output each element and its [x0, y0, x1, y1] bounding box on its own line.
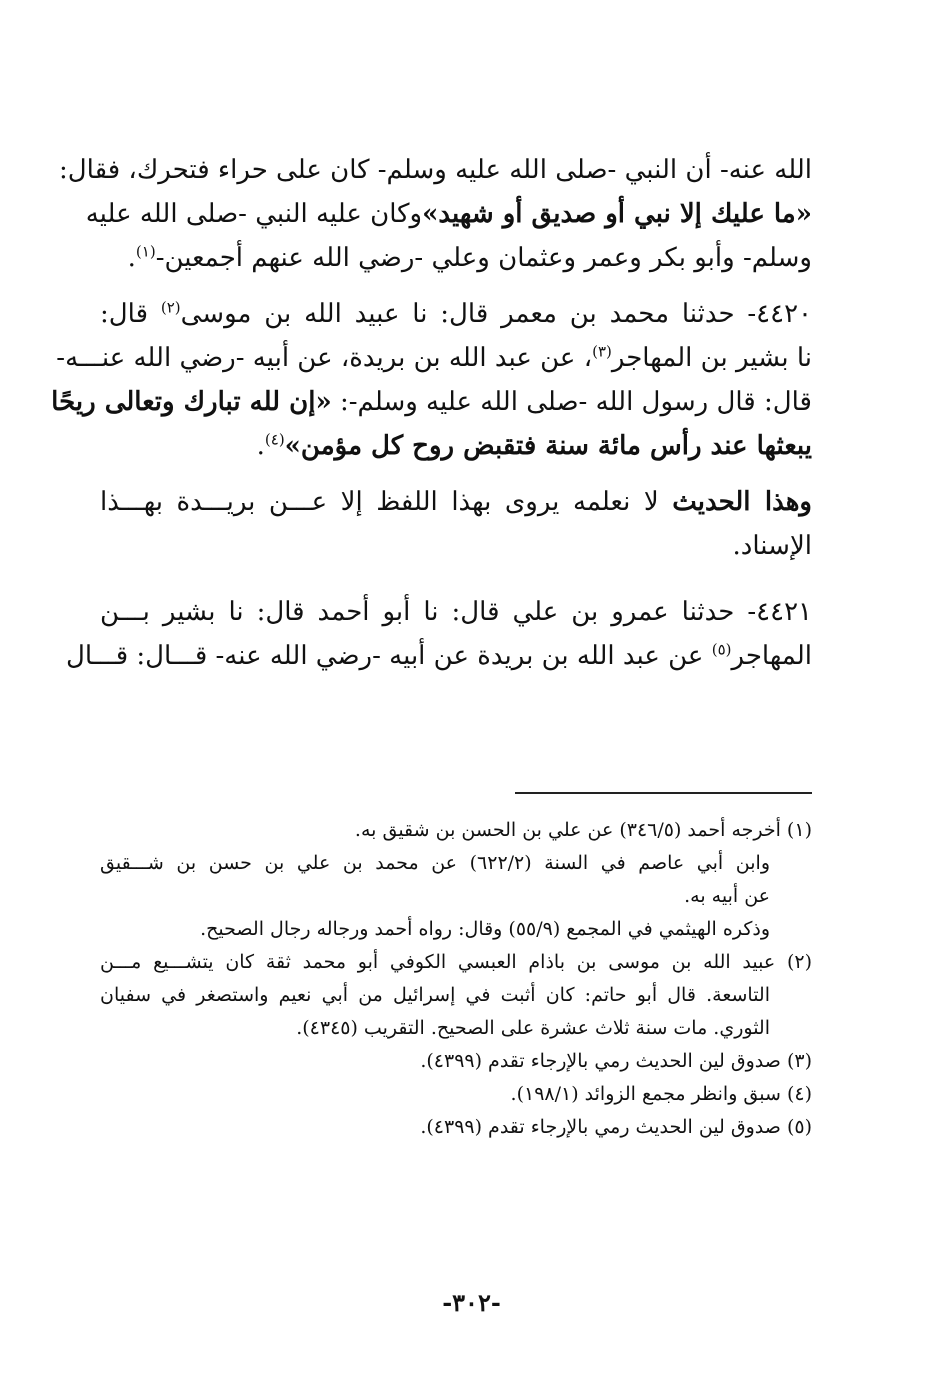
footnote-4: (٤) سبق وانظر مجمع الزوائد (١٩٨/١).	[510, 1083, 812, 1105]
footnote-2: (٢) عبيد الله بن موسى بن باذام العبسي الكوفي أبو محمد ثقة كان يتشـــيع مـــن	[100, 951, 812, 973]
paragraph-line: الله عنه- أن النبي -صلى الله عليه وسلم- كان على حراء فتحرك، فقال:	[59, 155, 812, 185]
page-number: -٣٠٢-	[442, 1288, 501, 1317]
paragraph-line	[100, 236, 812, 280]
footnote-1-line: وابن أبي عاصم في السنة (٦٢٢/٢) عن محمد بن علي بن حسن بن شـــقيق	[100, 852, 770, 874]
paragraph-4	[66, 590, 812, 678]
paragraph-line: ٤٤٢١- حدثنا عمرو بن علي قال: نا أبو أحمد قال: نا بشير بـــن	[100, 597, 812, 627]
text-span: ، عن عبد الله بن بريدة، عن أبيه -رضي الله عنـــه-	[56, 343, 593, 373]
footnote-1-line: عن أبيه به.	[684, 885, 770, 907]
text-span: لا نعلمه يروى بهذا اللفظ إلا عـــن بريـــدة بهـــذا	[100, 487, 673, 517]
text-span: قال: قال رسول الله -صلى الله عليه وسلم-:	[331, 387, 812, 417]
footnote-ref[interactable]: (٤)	[264, 430, 285, 449]
footnote-1-line: وذكره الهيثمي في المجمع (٥٥/٩) وقال: رواه أحمد ورجاله رجال الصحيح.	[200, 918, 770, 940]
paragraph-line	[66, 634, 812, 678]
paragraph-line	[100, 480, 812, 524]
paragraph-line	[85, 192, 812, 236]
footnote-ref[interactable]: (٥)	[711, 640, 732, 659]
text-span: عن عبد الله بن بريدة عن أبيه -رضي الله عنه- قـــال: قـــال	[66, 641, 712, 671]
paragraph-line	[56, 336, 812, 380]
footnote-2-line: التاسعة. قال أبو حاتم: كان أثبت في إسرائيل من أبي نعيم واستصغر في سفيان	[100, 984, 770, 1006]
footnote-ref[interactable]: (٢)	[160, 298, 181, 317]
text-span: ٤٤٢٠- حدثنا محمد بن معمر قال: نا عبيد الله بن موسى	[180, 299, 813, 329]
paragraph-3	[100, 480, 812, 568]
footnote-3: (٣) صدوق لين الحديث رمي بالإرجاء تقدم (٤٣٩٩).	[420, 1050, 812, 1072]
footnote-5: (٥) صدوق لين الحديث رمي بالإرجاء تقدم (٤٣٩٩).	[420, 1116, 812, 1138]
hadith-text: «إن لله تبارك وتعالى ريحًا	[51, 387, 332, 417]
footnote-1: (١) أخرجه أحمد (٣٤٦/٥) عن علي بن الحسن بن شقيق به.	[354, 819, 812, 841]
paragraph-line	[51, 380, 812, 424]
main-text	[51, 148, 813, 690]
footnote-ref[interactable]: (٣)	[592, 342, 612, 361]
footnote-separator	[515, 792, 812, 794]
paragraph-line	[100, 292, 812, 336]
footnote-2-line: الثوري. مات سنة ثلاث عشرة على الصحيح. التقريب (٤٣٤٥).	[296, 1017, 770, 1039]
text-span: .	[127, 243, 136, 273]
paragraph-line: الإسناد.	[732, 531, 812, 561]
paragraph-1	[59, 148, 812, 280]
footnote-ref[interactable]: (١)	[135, 242, 156, 261]
text-span: المهاجر	[731, 641, 812, 671]
text-span: وسلم- وأبو بكر وعمر وعثمان وعلي -رضي الله عنهم أجمعين-	[155, 243, 812, 273]
hadith-text: «ما عليك إلا نبي أو صديق أو شهيد»	[422, 199, 812, 229]
text-span: قال:	[100, 299, 161, 329]
text-span: وكان عليه النبي -صلى الله عليه	[85, 199, 423, 229]
footnotes	[100, 814, 812, 1144]
text-span: نا بشير بن المهاجر	[611, 343, 812, 373]
paragraph-line	[100, 424, 812, 468]
hadith-text: يبعثها عند رأس مائة سنة فتقبض روح كل مؤمن»	[284, 431, 812, 461]
text-span: .	[256, 431, 265, 461]
section-heading: وهذا الحديث	[672, 487, 812, 517]
paragraph-2	[51, 292, 813, 468]
